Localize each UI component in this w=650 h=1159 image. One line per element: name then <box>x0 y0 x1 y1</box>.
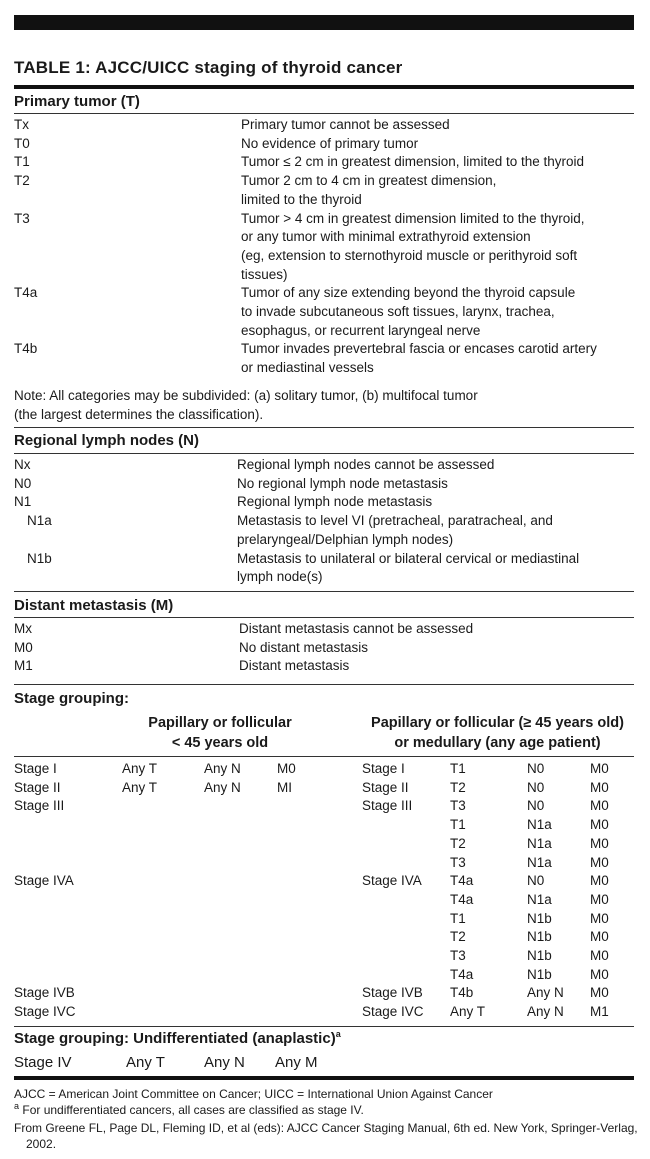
left-stage-cell: Stage I <box>14 761 57 776</box>
right-m-cell: M0 <box>590 873 609 889</box>
footnote-a <box>14 1102 364 1118</box>
metastasis-heading: Distant metastasis (M) <box>14 597 174 614</box>
primary-tumor-description: No evidence of primary tumor <box>241 135 419 151</box>
left-header-line-2: < 45 years old <box>171 735 269 751</box>
anaplastic-stage-cell: Stage IV <box>14 1054 72 1071</box>
right-t-cell: T1 <box>450 910 466 926</box>
footnote-source-line-2: 2002. <box>26 1137 57 1151</box>
right-stage-cell: Stage III <box>362 798 413 814</box>
right-t-cell: T3 <box>450 798 466 814</box>
metastasis-code: M0 <box>14 639 33 655</box>
primary-tumor-description: Primary tumor cannot be assessed <box>241 117 450 132</box>
lymph-node-code: N0 <box>14 475 32 491</box>
right-m-cell: M0 <box>590 910 609 926</box>
right-n-cell: N1a <box>527 891 552 907</box>
primary-tumor-description: or mediastinal vessels <box>241 360 374 376</box>
footnote-source-line-1: From Greene FL, Page DL, Fleming ID, et al (eds): AJCC Cancer Staging Manual, 6th ed. New York, Springer-Verlag, <box>14 1121 638 1135</box>
nodes-top-rule <box>14 427 634 428</box>
primary-tumor-code: T3 <box>14 210 30 226</box>
left-t-cell: Any T <box>122 761 158 776</box>
metastasis-code: M1 <box>14 658 33 674</box>
right-n-cell: N1b <box>527 929 552 945</box>
table-title: TABLE 1: AJCC/UICC staging of thyroid cancer <box>14 58 403 77</box>
right-n-cell: N1b <box>527 910 552 926</box>
footnote-a-marker: a <box>14 1101 20 1111</box>
right-m-cell: M0 <box>590 966 609 982</box>
right-stage-cell: Stage I <box>362 761 405 776</box>
right-t-cell: T2 <box>450 835 466 851</box>
right-m-cell: M0 <box>590 929 609 945</box>
right-t-cell: T1 <box>450 761 466 776</box>
footer-bar <box>14 1076 634 1080</box>
left-n-cell: Any N <box>204 779 241 795</box>
primary-tumor-description: limited to the thyroid <box>241 191 362 207</box>
stage-grouping-heading: Stage grouping: <box>14 690 129 707</box>
right-m-cell: M0 <box>590 798 609 814</box>
primary-tumor-description: tissues) <box>241 266 288 282</box>
lymph-node-description: lymph node(s) <box>237 569 323 585</box>
metastasis-code: Mx <box>14 621 32 636</box>
right-n-cell: Any N <box>527 985 564 1001</box>
right-t-cell: T4a <box>450 873 474 889</box>
primary-tumor-code: T4a <box>14 285 38 301</box>
lymph-node-description: Regional lymph node metastasis <box>237 494 433 510</box>
right-n-cell: N0 <box>527 761 545 776</box>
right-n-cell: N0 <box>527 798 545 814</box>
primary-heading-rule <box>14 113 634 114</box>
right-m-cell: M0 <box>590 891 609 907</box>
metastasis-top-rule <box>14 591 634 592</box>
right-n-cell: N0 <box>527 873 545 889</box>
primary-tumor-heading: Primary tumor (T) <box>14 93 140 110</box>
anaplastic-heading-text: Stage grouping: Undifferentiated (anaplastic) <box>14 1030 336 1047</box>
lymph-node-code: N1 <box>14 494 32 510</box>
title-rule <box>14 85 634 89</box>
left-stage-cell: Stage IVB <box>14 985 75 1001</box>
right-t-cell: Any T <box>450 1004 486 1020</box>
right-m-cell: M0 <box>590 854 609 870</box>
right-t-cell: T4a <box>450 966 474 982</box>
lymph-node-description: Metastasis to unilateral or bilateral cervical or mediastinal <box>237 550 580 566</box>
right-t-cell: T3 <box>450 854 466 870</box>
lymph-node-code: N1a <box>27 513 52 529</box>
primary-tumor-code: T4b <box>14 341 38 357</box>
right-n-cell: N0 <box>527 779 545 795</box>
right-m-cell: M0 <box>590 761 609 776</box>
metastasis-description: Distant metastasis cannot be assessed <box>239 621 474 636</box>
left-group-header <box>120 713 320 753</box>
right-m-cell: M1 <box>590 1004 609 1020</box>
right-stage-cell: Stage IVC <box>362 1004 424 1020</box>
lymph-node-code: Nx <box>14 457 31 472</box>
anaplastic-heading <box>14 1030 341 1047</box>
right-m-cell: M0 <box>590 779 609 795</box>
lymph-node-description: Regional lymph nodes cannot be assessed <box>237 457 495 472</box>
lymph-node-description: prelaryngeal/Delphian lymph nodes) <box>237 531 454 547</box>
metastasis-description: Distant metastasis <box>239 658 350 674</box>
right-stage-cell: Stage II <box>362 779 409 795</box>
right-t-cell: T1 <box>450 817 466 833</box>
staging-header-rule <box>14 756 634 757</box>
left-stage-cell: Stage III <box>14 798 65 814</box>
right-t-cell: T3 <box>450 948 466 963</box>
right-t-cell: T4a <box>450 891 474 907</box>
right-n-cell: Any N <box>527 1004 564 1020</box>
metastasis-heading-rule <box>14 617 634 618</box>
right-m-cell: M0 <box>590 817 609 833</box>
anaplastic-n-cell: Any N <box>204 1054 245 1071</box>
left-m-cell: M0 <box>277 761 296 776</box>
left-stage-cell: Stage IVC <box>14 1004 76 1020</box>
right-n-cell: N1a <box>527 817 552 833</box>
right-n-cell: N1a <box>527 835 552 851</box>
footnote-abbrev: AJCC = American Joint Committee on Cancer; UICC = International Union Against Cancer <box>14 1087 493 1101</box>
left-stage-cell: Stage IVA <box>14 873 74 889</box>
primary-tumor-code: Tx <box>14 117 29 132</box>
staging-top-rule <box>14 684 634 685</box>
right-m-cell: M0 <box>590 985 609 1001</box>
right-t-cell: T2 <box>450 779 466 795</box>
lymph-node-description: No regional lymph node metastasis <box>237 475 448 491</box>
left-header-line-1: Papillary or follicular <box>148 715 292 731</box>
anaplastic-top-rule <box>14 1026 634 1027</box>
left-m-cell: MI <box>277 779 292 795</box>
right-stage-cell: Stage IVA <box>362 873 422 889</box>
primary-tumor-description: or any tumor with minimal extrathyroid extension <box>241 229 531 245</box>
right-m-cell: M0 <box>590 835 609 851</box>
right-n-cell: N1b <box>527 966 552 982</box>
right-n-cell: N1a <box>527 854 552 870</box>
primary-tumor-description: Tumor 2 cm to 4 cm in greatest dimension, <box>241 173 497 189</box>
anaplastic-m-cell: Any M <box>275 1054 318 1071</box>
left-stage-cell: Stage II <box>14 779 61 795</box>
footnote-source <box>14 1120 638 1152</box>
primary-tumor-description: (eg, extension to sternothyroid muscle or perithyroid soft <box>241 247 578 263</box>
lymph-node-description: Metastasis to level VI (pretracheal, paratracheal, and <box>237 513 553 529</box>
primary-tumor-code: T1 <box>14 154 30 170</box>
right-header-line-1: Papillary or follicular (≥ 45 years old) <box>371 715 624 731</box>
lymph-nodes-heading: Regional lymph nodes (N) <box>14 432 200 449</box>
left-t-cell: Any T <box>122 779 158 795</box>
primary-tumor-description: Tumor ≤ 2 cm in greatest dimension, limited to the thyroid <box>241 154 585 170</box>
nodes-heading-rule <box>14 453 634 454</box>
right-m-cell: M0 <box>590 948 609 963</box>
primary-tumor-description: Tumor invades prevertebral fascia or encases carotid artery <box>241 341 597 357</box>
footnote-a-text: For undifferentiated cancers, all cases are classified as stage IV. <box>22 1103 364 1117</box>
right-t-cell: T4b <box>450 985 474 1001</box>
primary-tumor-code: T0 <box>14 135 30 151</box>
left-n-cell: Any N <box>204 761 241 776</box>
primary-tumor-description: esophagus, or recurrent laryngeal nerve <box>241 322 481 338</box>
primary-tumor-description: Tumor > 4 cm in greatest dimension limited to the thyroid, <box>241 210 585 226</box>
anaplastic-t-cell: Any T <box>126 1054 165 1071</box>
right-header-line-2: or medullary (any age patient) <box>394 735 601 751</box>
lymph-node-code: N1b <box>27 550 52 566</box>
right-n-cell: N1b <box>527 948 552 963</box>
primary-tumor-code: T2 <box>14 173 30 189</box>
anaplastic-heading-sup: a <box>335 1029 341 1039</box>
right-t-cell: T2 <box>450 929 466 945</box>
top-bar <box>14 15 634 30</box>
right-group-header <box>355 713 640 753</box>
right-stage-cell: Stage IVB <box>362 985 423 1001</box>
note-line: Note: All categories may be subdivided: (a) solitary tumor, (b) multifocal tumor <box>14 388 478 403</box>
primary-tumor-description: to invade subcutaneous soft tissues, larynx, trachea, <box>241 304 555 319</box>
note-line: (the largest determines the classification). <box>14 406 264 422</box>
primary-tumor-description: Tumor of any size extending beyond the thyroid capsule <box>241 285 576 301</box>
metastasis-description: No distant metastasis <box>239 639 369 655</box>
